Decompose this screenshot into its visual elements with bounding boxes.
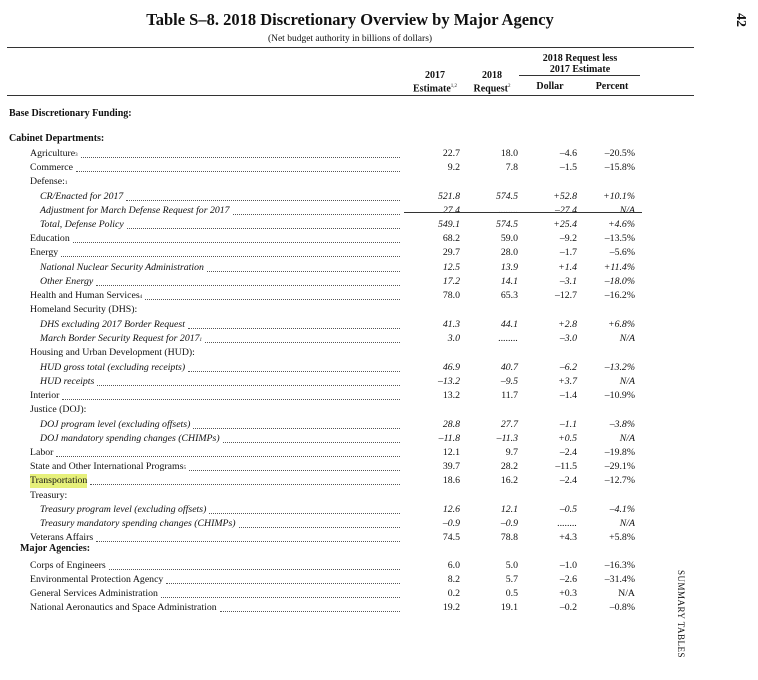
percent-change-cell: –5.6% [609, 247, 635, 258]
estimate-2017-cell: 19.2 [442, 602, 460, 613]
dollar-change-cell: –12.7 [554, 290, 577, 301]
footnote-marker: 1 [64, 181, 68, 186]
estimate-2017-cell: 28.8 [442, 419, 460, 430]
row-label-text: Veterans Affairs [30, 532, 94, 543]
dot-leader [81, 147, 400, 158]
table-row [0, 232, 700, 246]
request-2018-cell: 19.1 [500, 602, 518, 613]
row-label [40, 275, 93, 289]
row-label-text: General Services Administration [30, 588, 158, 599]
footnote-marker: 3 [75, 153, 78, 158]
row-label-text: National Nuclear Security Administration [40, 262, 204, 273]
percent-change-cell: –15.8% [604, 162, 635, 173]
percent-change-cell: –13.2% [604, 362, 635, 373]
header-rule [7, 95, 694, 96]
percent-change-cell: –29.1% [604, 461, 635, 472]
group-rule [519, 75, 640, 76]
row-label-text: Agriculture [30, 148, 76, 159]
dot-leader [126, 190, 400, 201]
top-rule [7, 47, 694, 48]
row-label-text: Other Energy [40, 276, 94, 287]
percent-change-cell: –13.5% [604, 233, 635, 244]
row-label-text: Corps of Engineers [30, 560, 106, 571]
row-label-text: DHS excluding 2017 Border Request [40, 319, 185, 330]
dollar-change-cell: –1.0 [559, 560, 577, 571]
percent-change-cell: –12.7% [604, 475, 635, 486]
estimate-2017-cell: 68.2 [442, 233, 460, 244]
percent-change-cell: +4.6% [607, 219, 635, 230]
row-label [30, 232, 70, 246]
section-major-agencies: Major Agencies: [20, 543, 91, 554]
estimate-2017-cell: 27.4 [442, 205, 460, 216]
table-row [0, 418, 700, 432]
row-label [30, 587, 158, 601]
row-label-text: Adjustment for March Defense Request for 2017 [40, 205, 230, 216]
table-row [0, 261, 700, 275]
dollar-change-cell: –0.5 [559, 504, 577, 515]
percent-change-cell: –3.8% [609, 419, 635, 430]
page-number: 42 [733, 13, 748, 27]
row-label [30, 246, 58, 260]
table-row [0, 346, 700, 360]
row-label [30, 559, 106, 573]
header-2017-estimate: 2017 Estimate$^{1,2}$ [412, 70, 458, 95]
dollar-change-cell: –2.4 [559, 475, 577, 486]
dot-leader [90, 474, 400, 485]
request-2018-cell: 28.2 [500, 461, 518, 472]
dollar-change-cell: –2.6 [559, 574, 577, 585]
request-2018-cell: 28.0 [500, 247, 518, 258]
dollar-change-cell: –11.5 [555, 461, 577, 472]
row-label [30, 389, 59, 403]
header-percent: Percent [595, 81, 629, 92]
row-label-text: Defense: [30, 176, 65, 187]
table-row [0, 432, 700, 446]
dot-leader [233, 204, 400, 215]
dot-leader [96, 531, 400, 542]
request-2018-cell: ........ [498, 205, 518, 216]
row-label-text: Energy [30, 247, 59, 258]
estimate-2017-cell: 41.3 [442, 319, 460, 330]
table-row [0, 531, 700, 545]
row-label [40, 318, 185, 332]
percent-change-cell: –0.8% [609, 602, 635, 613]
row-label-text: Total, Defense Policy [40, 219, 124, 230]
request-2018-cell: 574.5 [495, 219, 518, 230]
dot-leader [62, 389, 400, 400]
estimate-2017-cell: 8.2 [447, 574, 460, 585]
dollar-change-cell: –2.4 [559, 447, 577, 458]
row-label [40, 517, 236, 531]
dollar-change-cell: –9.2 [559, 233, 577, 244]
request-2018-cell: 9.7 [505, 447, 518, 458]
footnote-marker: 1 [199, 338, 203, 343]
request-2018-cell: 0.5 [505, 588, 518, 599]
estimate-2017-cell: 13.2 [442, 390, 460, 401]
subtotal-rule [404, 212, 642, 213]
table-row [0, 489, 700, 503]
estimate-2017-cell: 74.5 [442, 532, 460, 543]
table-row [0, 275, 700, 289]
footnote-marker: 4 [139, 295, 143, 300]
dot-leader [188, 361, 400, 372]
row-label-text: Interior [30, 390, 60, 401]
dot-leader [97, 375, 400, 386]
estimate-2017-cell: 521.8 [437, 191, 460, 202]
estimate-2017-cell: 18.6 [442, 475, 460, 486]
estimate-2017-cell: 6.0 [447, 560, 460, 571]
dollar-change-cell: –1.1 [559, 419, 577, 430]
table-row [0, 318, 700, 332]
table-row [0, 204, 700, 218]
percent-change-cell: –20.5% [604, 148, 635, 159]
row-label-text: Commerce [30, 162, 73, 173]
estimate-2017-cell: 549.1 [437, 219, 460, 230]
table-row [0, 190, 700, 204]
row-label [30, 403, 86, 417]
dot-leader [223, 432, 400, 443]
table-row [0, 175, 700, 189]
table-row [0, 246, 700, 260]
dollar-change-cell: –1.7 [559, 247, 577, 258]
row-label [40, 375, 94, 389]
section-cabinet-departments: Cabinet Departments: [9, 133, 105, 144]
dollar-change-cell: –3.1 [559, 276, 577, 287]
row-label-text: Justice (DOJ): [30, 404, 87, 415]
table-subtitle: (Net budget authority in billions of dollars) [267, 34, 433, 44]
dollar-change-cell: –27.4 [554, 205, 577, 216]
dot-leader [61, 246, 400, 257]
row-label [30, 531, 93, 545]
dollar-change-cell: –1.4 [559, 390, 577, 401]
row-label [30, 601, 217, 615]
percent-change-cell: N/A [619, 205, 635, 216]
sidebar-section-label: SUMMARY TABLES [676, 570, 686, 659]
percent-change-cell: +11.4% [603, 262, 635, 273]
header-group-difference: 2018 Request less 2017 Estimate [542, 53, 618, 75]
dot-leader [205, 332, 400, 343]
dot-leader [220, 601, 400, 612]
table-row [0, 303, 700, 317]
request-2018-cell: 11.7 [501, 390, 518, 401]
row-label [40, 204, 230, 218]
row-label-text: Education [30, 233, 70, 244]
estimate-2017-cell: 22.7 [442, 148, 460, 159]
row-label-text: DOJ program level (excluding offsets) [40, 419, 191, 430]
table-row [0, 147, 700, 161]
row-label [40, 361, 185, 375]
row-label [40, 261, 204, 275]
estimate-2017-cell: –11.8 [438, 433, 460, 444]
row-label [40, 218, 124, 232]
row-label-text: Environmental Protection Agency [30, 574, 164, 585]
row-label [30, 573, 163, 587]
dollar-change-cell: +4.3 [559, 532, 577, 543]
dot-leader [96, 275, 400, 286]
table-row [0, 361, 700, 375]
row-label [40, 190, 123, 204]
table-row [0, 601, 700, 615]
dot-leader [239, 517, 400, 528]
dollar-change-cell: –0.2 [559, 602, 577, 613]
dot-leader [207, 261, 400, 272]
estimate-2017-cell: 17.2 [442, 276, 460, 287]
row-label-text: DOJ mandatory spending changes (CHIMPs) [40, 433, 220, 444]
request-2018-cell: 7.8 [505, 162, 518, 173]
dollar-change-cell: –4.6 [559, 148, 577, 159]
row-label-text: Housing and Urban Development (HUD): [30, 347, 195, 358]
request-2018-cell: 27.7 [500, 419, 518, 430]
footnote-marker: 5 [183, 466, 186, 471]
dollar-change-cell: +0.5 [558, 433, 577, 444]
request-2018-cell: 65.3 [500, 290, 518, 301]
row-label-text: Homeland Security (DHS): [30, 304, 138, 315]
dot-leader [193, 418, 400, 429]
percent-change-cell: +6.8% [607, 319, 635, 330]
request-2018-cell: 14.1 [500, 276, 518, 287]
row-label-text: Transportation [30, 475, 88, 486]
dollar-change-cell: +2.8 [558, 319, 577, 330]
percent-change-cell: +10.1% [603, 191, 635, 202]
percent-change-cell: N/A [618, 588, 635, 599]
dollar-change-cell: –6.2 [559, 362, 577, 373]
dot-leader [109, 559, 400, 570]
request-2018-cell: 5.7 [505, 574, 518, 585]
dollar-change-cell: +0.3 [559, 588, 577, 599]
request-2018-cell: 59.0 [500, 233, 518, 244]
table-row [0, 446, 700, 460]
row-label-text: HUD receipts [40, 376, 95, 387]
dot-leader [73, 232, 400, 243]
table-row [0, 559, 700, 573]
row-label-text: Treasury program level (excluding offsets) [40, 504, 207, 515]
request-2018-cell: 44.1 [500, 319, 518, 330]
dot-leader [145, 289, 400, 300]
header-2018-request: 2018 Request$^2$ [473, 70, 511, 95]
request-2018-cell: 5.0 [505, 560, 518, 571]
estimate-2017-cell: –0.9 [442, 518, 460, 529]
estimate-2017-cell: 12.5 [442, 262, 460, 273]
row-label [30, 489, 67, 503]
dot-leader [166, 573, 400, 584]
percent-change-cell: +5.8% [609, 532, 635, 543]
table-row [0, 474, 700, 488]
row-label-text: Labor [30, 447, 54, 458]
row-label-text: CR/Enacted for 2017 [40, 191, 124, 202]
row-label [30, 161, 73, 175]
percent-change-cell: –19.8% [604, 447, 635, 458]
row-label [30, 303, 137, 317]
dollar-change-cell: ........ [557, 518, 577, 529]
row-label-text: Treasury mandatory spending changes (CHIMPs) [40, 518, 236, 529]
percent-change-cell: –10.9% [604, 390, 635, 401]
dot-leader [161, 587, 400, 598]
table-row [0, 403, 700, 417]
header-dollar: Dollar [536, 81, 564, 92]
request-2018-cell: –11.3 [496, 433, 518, 444]
request-2018-cell: –0.9 [500, 518, 518, 529]
table-row [0, 503, 700, 517]
dollar-change-cell: –3.0 [559, 333, 577, 344]
row-label [30, 346, 195, 360]
row-label-text: National Aeronautics and Space Administration [30, 602, 217, 613]
row-label [30, 474, 87, 488]
dollar-change-cell: +52.8 [553, 191, 577, 202]
request-2018-cell: –9.5 [500, 376, 518, 387]
percent-change-cell: –16.3% [604, 560, 635, 571]
dollar-change-cell: +1.4 [558, 262, 577, 273]
estimate-2017-cell: 78.0 [442, 290, 460, 301]
table-row [0, 218, 700, 232]
dollar-change-cell: +3.7 [558, 376, 577, 387]
table-row [0, 573, 700, 587]
estimate-2017-cell: 0.2 [447, 588, 460, 599]
table-row [0, 587, 700, 601]
request-2018-cell: 574.5 [495, 191, 518, 202]
percent-change-cell: –16.2% [604, 290, 635, 301]
row-label [40, 432, 220, 446]
percent-change-cell: N/A [619, 333, 635, 344]
dot-leader [76, 161, 400, 172]
section-base-funding: Base Discretionary Funding: [9, 108, 132, 119]
estimate-2017-cell: 3.0 [447, 333, 460, 344]
percent-change-cell: –4.1% [609, 504, 635, 515]
table-row [0, 460, 700, 474]
table-row [0, 375, 700, 389]
request-2018-cell: 13.9 [500, 262, 518, 273]
table-title: Table S–8. 2018 Discretionary Overview by Major Agency [146, 10, 554, 29]
request-2018-cell: 78.8 [500, 532, 518, 543]
request-2018-cell: 16.2 [500, 475, 518, 486]
percent-change-cell: N/A [619, 518, 635, 529]
request-2018-cell: 12.1 [500, 504, 518, 515]
table-row [0, 161, 700, 175]
estimate-2017-cell: 9.2 [447, 162, 460, 173]
table-row [0, 389, 700, 403]
estimate-2017-cell: 29.7 [442, 247, 460, 258]
row-label-text: State and Other International Programs [30, 461, 184, 472]
row-label-text: HUD gross total (excluding receipts) [40, 362, 186, 373]
row-label [30, 175, 67, 191]
estimate-2017-cell: 46.9 [442, 362, 460, 373]
estimate-2017-cell: 39.7 [442, 461, 460, 472]
dollar-change-cell: +25.4 [553, 219, 577, 230]
row-label [30, 446, 53, 460]
table-row [0, 289, 700, 303]
request-2018-cell: 18.0 [500, 148, 518, 159]
estimate-2017-cell: 12.1 [442, 447, 460, 458]
row-label-text: Health and Human Services [30, 290, 140, 301]
percent-change-cell: –18.0% [604, 276, 635, 287]
row-label-text: March Border Security Request for 2017 [40, 333, 200, 344]
dot-leader [56, 446, 400, 457]
percent-change-cell: N/A [619, 376, 635, 387]
table-row [0, 332, 700, 346]
dot-leader [188, 318, 400, 329]
estimate-2017-cell: –13.2 [437, 376, 460, 387]
percent-change-cell: –31.4% [604, 574, 635, 585]
dot-leader [209, 503, 400, 514]
dot-leader [189, 460, 400, 471]
row-label [40, 503, 206, 517]
table-row [0, 517, 700, 531]
percent-change-cell: N/A [619, 433, 635, 444]
dollar-change-cell: –1.5 [559, 162, 577, 173]
estimate-2017-cell: 12.6 [442, 504, 460, 515]
dot-leader [127, 218, 400, 229]
row-label [40, 418, 190, 432]
request-2018-cell: ........ [498, 333, 518, 344]
request-2018-cell: 40.7 [500, 362, 518, 373]
row-label-text: Treasury: [30, 490, 68, 501]
